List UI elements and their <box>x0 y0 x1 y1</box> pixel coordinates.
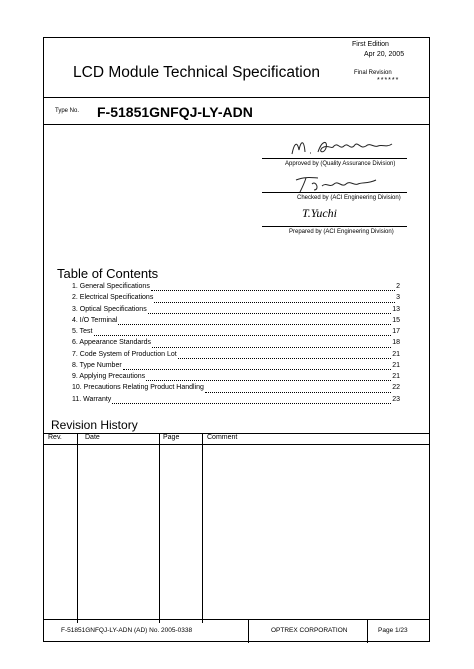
edition-date: Apr 20, 2005 <box>364 51 405 58</box>
column-divider <box>77 433 78 623</box>
col-page: Page <box>163 434 180 441</box>
col-comment: Comment <box>207 434 238 441</box>
footer-page: Page 1/23 <box>378 627 408 634</box>
col-rev: Rev. <box>48 434 62 441</box>
toc-item[interactable]: 2. Electrical Specifications 3 <box>72 294 400 302</box>
approver-caption: Approved by (Quality Assurance Division) <box>285 161 396 167</box>
final-revision-label: Final Revision <box>354 70 392 76</box>
final-revision-value: ****** <box>377 77 400 84</box>
column-divider <box>202 433 203 623</box>
toc-item[interactable]: 10. Precautions Relating Product Handling 22 <box>72 384 400 392</box>
preparer-signature: T.Yuchi <box>302 206 338 220</box>
footer <box>43 619 430 643</box>
revision-table <box>43 433 430 623</box>
checker-signature <box>292 172 382 194</box>
footer-doc-no: F-51851GNFQJ-LY-ADN (AD) No. 2005-0338 <box>61 627 193 634</box>
col-date: Date <box>85 434 100 441</box>
toc-item[interactable]: 3. Optical Specifications 13 <box>72 305 400 313</box>
approver-signature-line <box>262 158 407 159</box>
header-divider <box>43 97 430 98</box>
column-divider <box>159 433 160 623</box>
toc-list <box>72 283 400 407</box>
footer-divider <box>367 620 368 643</box>
checker-caption: Checked by (ACI Engineering Division) <box>297 195 401 201</box>
toc-item[interactable]: 6. Appearance Standards 18 <box>72 339 400 347</box>
toc-item[interactable]: 1. General Specifications 2 <box>72 283 400 290</box>
document-title: LCD Module Technical Specification <box>73 64 320 81</box>
toc-item[interactable]: 9. Applying Precautions 21 <box>72 373 400 380</box>
toc-item[interactable]: 4. I/O Terminal 15 <box>72 316 400 324</box>
toc-item[interactable]: 7. Code System of Production Lot 21 <box>72 350 400 358</box>
edition-label: First Edition <box>352 41 389 48</box>
preparer-signature-line <box>262 226 407 227</box>
revision-heading: Revision History <box>51 418 138 432</box>
checker-signature-line <box>262 192 407 193</box>
toc-item[interactable]: 5. Test 17 <box>72 328 400 335</box>
type-no-value: F-51851GNFQJ-LY-ADN <box>97 104 253 120</box>
toc-heading: Table of Contents <box>57 266 159 281</box>
type-no-label: Type No. <box>55 108 80 114</box>
toc-item[interactable]: 8. Type Number 21 <box>72 361 400 369</box>
approver-signature <box>288 136 398 158</box>
toc-item[interactable]: 11. Warranty 23 <box>72 395 400 403</box>
type-no-divider <box>43 124 430 125</box>
preparer-caption: Prepared by (ACI Engineering Division) <box>289 229 394 235</box>
footer-divider <box>248 620 249 643</box>
footer-company: OPTREX CORPORATION <box>271 627 348 634</box>
